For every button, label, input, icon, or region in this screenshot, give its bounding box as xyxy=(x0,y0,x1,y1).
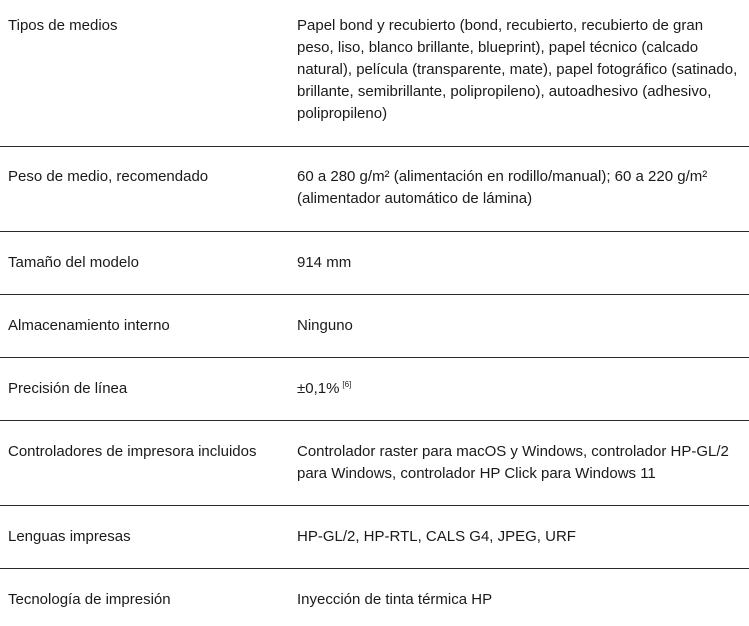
spec-row-print-languages xyxy=(0,506,749,569)
spec-value: Controlador raster para macOS y Windows, controlador HP-GL/2 para Windows, controlador HP Click para Windows 11 xyxy=(297,443,729,482)
spec-label: Tipos de medios xyxy=(8,17,118,34)
spec-label: Tecnología de impresión xyxy=(8,591,171,608)
spec-label: Tamaño del modelo xyxy=(8,254,139,271)
footnote-ref-link[interactable]: [6] xyxy=(342,380,352,389)
spec-label: Precisión de línea xyxy=(8,380,128,397)
spec-value: Ninguno xyxy=(297,317,353,334)
spec-row-printer-drivers xyxy=(0,421,749,506)
spec-label: Almacenamiento interno xyxy=(8,317,170,334)
spec-label: Controladores de impresora incluidos xyxy=(8,443,257,460)
spec-value: Inyección de tinta térmica HP xyxy=(297,591,493,608)
spec-value: 914 mm xyxy=(297,254,352,271)
spec-value xyxy=(297,378,749,420)
spec-value: Papel bond y recubierto (bond, recubierto, recubierto de gran peso, liso, blanco brillante, blueprint), papel técnico (calcado natural), película (transparente, mate), papel fotográfico (satinado, brillante, semibrillante, polipropileno), autoadhesivo (adhesivo, polipropileno) xyxy=(297,17,738,122)
spec-label: Peso de medio, recomendado xyxy=(8,168,209,185)
spec-row-media-types xyxy=(0,0,749,147)
spec-value-text: ±0,1% xyxy=(297,380,340,397)
spec-row-internal-storage xyxy=(0,295,749,358)
spec-value: 60 a 280 g/m² (alimentación en rodillo/manual); 60 a 220 g/m² (alimentador automático de lámina) xyxy=(297,168,708,207)
spec-row-media-weight xyxy=(0,147,749,232)
spec-row-model-size xyxy=(0,232,749,295)
spec-row-line-accuracy xyxy=(0,358,749,421)
spec-value: HP-GL/2, HP-RTL, CALS G4, JPEG, URF xyxy=(297,528,576,545)
spec-row-print-technology xyxy=(0,569,749,626)
spec-label: Lenguas impresas xyxy=(8,528,131,545)
